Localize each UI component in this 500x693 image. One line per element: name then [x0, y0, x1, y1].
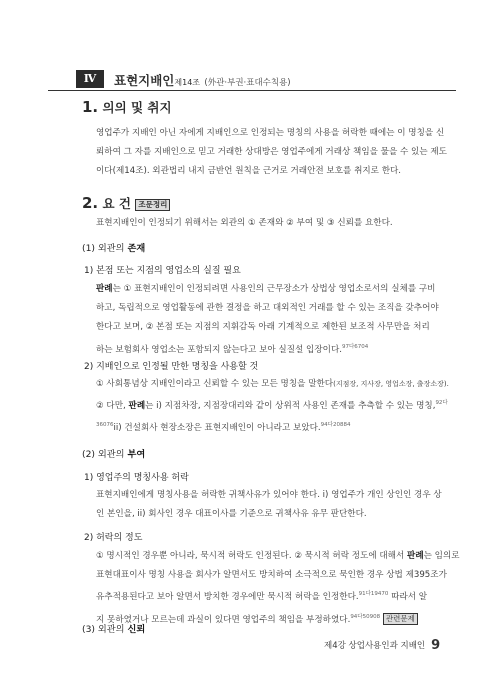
footer-chapter: 제4강 상업사용인과 지배인 — [324, 641, 426, 651]
subsection-grant — [82, 446, 145, 460]
text-line — [96, 338, 439, 360]
text-span: ii) 건설회사 현장소장은 표현지배인이 아니라고 보았다. — [113, 423, 321, 434]
text-line — [96, 547, 460, 566]
related-badge: 관련문제 — [383, 613, 418, 625]
text-span: 하는 보험회사 영업소는 포함되지 않는다고 보아 실질설 입장이다. — [96, 344, 342, 355]
subsection-keyword: 존재 — [127, 243, 146, 254]
case-citation: 94다20884 — [320, 422, 351, 429]
text-line: 뢰하여 그 자를 지배인으로 믿고 거래한 상대방은 영업주에게 거래상 책임을 물을 수 있는 제도 — [96, 147, 447, 158]
paragraph-definition — [96, 124, 447, 182]
case-citation: 91다19470 — [358, 591, 389, 598]
item-permission: 1) 영업주의 명칭사용 허락 — [84, 473, 189, 483]
paragraph-permission-degree — [96, 547, 460, 630]
text-line: 표현지배인에게 명칭사용을 허락한 귀책사유가 있어야 한다. i) 영업주가 개인 상인인 경우 상 — [96, 490, 442, 500]
heading-1 — [82, 98, 172, 116]
text-span: ① 사회통념상 지배인이라고 신뢰할 수 있는 모든 명칭을 말한다 — [96, 379, 334, 389]
text-span: 는 ① 표현지배인이 인정되려면 사용인의 근무장소가 상법상 영업소로서의 실체를 구비 — [112, 284, 436, 294]
section-subtitle: (外관·부권·표대수칙용) — [204, 78, 291, 88]
section-title-text: 표현지배인 — [114, 73, 175, 88]
item-title-usage: 2) 지배인으로 인정될 만한 명칭을 사용할 것 — [84, 362, 259, 372]
subsection-label: (3) 외관의 — [82, 624, 128, 635]
text-line: 영업주가 지배인 아닌 자에게 지배인으로 인정되는 명칭의 사용을 허락한 때에는 이 명칭을 신 — [96, 128, 445, 138]
section-title-ref: 제14조 — [174, 78, 201, 87]
text-line: 하고, 독립적으로 영업활동에 관한 결정을 하고 대외적인 거래를 할 수 있는 조직을 갖추어야 — [96, 303, 439, 314]
text-line — [96, 375, 449, 394]
text-line — [96, 394, 449, 416]
section-header — [48, 68, 456, 91]
text-span: 는 임의로 — [423, 551, 460, 561]
text-line: 표현대표이사 명칭 사용을 회사가 알면서도 방치하여 소극적으로 묵인한 경우 상법 제395조가 — [96, 570, 447, 581]
text-span: 지 못하였거나 모르는데 과실이 있다면 영업주의 책임을 부정하였다. — [96, 614, 351, 625]
text-line — [96, 585, 460, 607]
heading-1-number: 1. — [82, 98, 99, 116]
subsection-reliance — [82, 621, 145, 635]
paragraph-office-case — [96, 280, 439, 360]
case-citation: 36076 — [96, 422, 114, 429]
paragraph-permission — [96, 486, 442, 524]
text-line: 이다(제14조). 외관법리 내지 금반언 원칙을 근거로 거래안전 보호를 취지로 한다. — [96, 166, 402, 177]
subsection-existence — [82, 240, 145, 254]
case-label: 판례 — [407, 551, 424, 561]
paragraph-requirements: 표현지배인이 인정되기 위해서는 외관의 ① 존재와 ② 부여 및 ③ 신뢰를 요한다. — [96, 218, 393, 228]
text-span: ① 명시적인 경우뿐 아니라, 묵시적 허락도 인정된다. ② 묵시적 허락 정도에 대해서 — [96, 551, 408, 561]
text-span: (지점장, 지사장, 영업소장, 출장소장). — [333, 380, 449, 388]
item-business-office: 1) 본점 또는 지점의 영업소의 실질 필요 — [84, 266, 241, 276]
text-line — [96, 608, 460, 630]
subsection-label: (1) 외관의 — [82, 243, 128, 254]
case-label: 판례 — [96, 284, 113, 294]
heading-2 — [82, 194, 170, 212]
case-citation: 92다 — [435, 400, 448, 407]
case-citation: 97다6704 — [342, 343, 369, 350]
case-citation: 94다50908 — [350, 613, 381, 620]
page-footer — [324, 638, 440, 653]
heading-2-number: 2. — [82, 194, 99, 212]
subsection-label: (2) 외관의 — [82, 449, 128, 460]
case-label: 판례 — [128, 401, 146, 412]
page-number: 9 — [431, 638, 441, 653]
text-line: 한다고 보며, ② 본점 또는 지점의 지휘감독 아래 기계적으로 제한된 보조적 사무만을 처리 — [96, 322, 430, 333]
section-title — [114, 71, 291, 89]
subsection-keyword: 신뢰 — [127, 624, 146, 635]
text-span: ② 다만, — [96, 401, 129, 412]
section-roman-numeral: Ⅳ — [76, 70, 104, 88]
text-line — [96, 416, 449, 438]
subsection-keyword: 부여 — [127, 449, 146, 460]
text-span: 따라서 알 — [388, 592, 428, 603]
text-span: 유추적용된다고 보아 알면서 방치한 경우에만 묵시적 허락을 인정한다. — [96, 592, 359, 603]
article-badge: 조문정리 — [135, 199, 170, 211]
text-line: 인 본인을, ii) 회사인 경우 대표이사를 기준으로 귀책사유 유무 판단한다. — [96, 509, 367, 520]
heading-2-title: 요 건 — [102, 196, 132, 211]
text-span: 는 i) 지점차장, 지점장대리와 같이 상위적 사용인 존재를 추측할 수 있는 명칭, — [145, 401, 436, 412]
paragraph-title-usage — [96, 375, 449, 439]
text-line — [96, 280, 439, 299]
heading-1-title: 의의 및 취지 — [102, 100, 172, 115]
item-permission-degree: 2) 허락의 정도 — [84, 533, 143, 543]
